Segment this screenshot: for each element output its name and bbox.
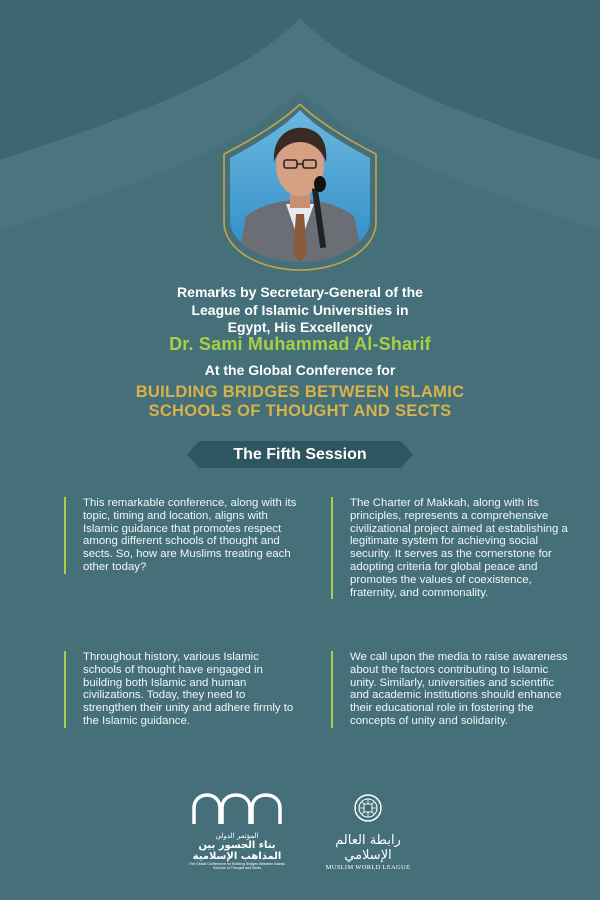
speaker-portrait [216,104,384,272]
conference-logo-arabic-1: المؤتمر الدولي [215,832,259,840]
quote-block-2: The Charter of Makkah, along with its principles, represents a comprehensive civilizational project aimed at establishing a legitimate system for achieving social security. It serves as the cornerstone for adopting criteria for global peace and promotes the values of coexistence, fraternity, and commonality. [331,497,570,599]
session-label: The Fifth Session [233,446,367,463]
conference-logo-english: The Global Conference for Building Bridges Between Islamic Schools of Thought and Sects [188,862,286,870]
conference-title-line-2: SCHOOLS OF THOUGHT AND SECTS [148,402,452,420]
conference-logo [188,792,286,870]
quote-block-3: Throughout history, various Islamic schools of thought have engaged in building both Islamic and human civilizations. Today, they need to strengthen their unity and adhere firmly to the Islamic guidance. [64,651,298,728]
intro-line-2: League of Islamic Universities in [191,301,409,318]
mwl-arabic-name: رابطة العالم الإسلامي [335,833,401,863]
speaker-name: Dr. Sami Muhammad Al-Sharif [169,334,431,354]
conference-title-line-1: BUILDING BRIDGES BETWEEN ISLAMIC [135,383,465,401]
quote-block-1: This remarkable conference, along with its topic, timing and location, aligns with Islamic guidance that promotes respect among different schools of thought and sects. So, how are Muslims treating each other today? [64,497,298,574]
at-line: At the Global Conference for [204,362,396,378]
intro-line-3: Egypt, His Excellency [227,319,373,335]
conference-title [0,383,600,421]
conference-logo-arabic-3: المذاهب الإسلامية [192,851,282,862]
intro-line-1: Remarks by Secretary-General of the [177,284,423,300]
conference-arches-logo [188,792,286,826]
quote-block-4: We call upon the media to raise awareness about the factors contributing to Islamic unity. Similarly, universities and scientific and academic institutions should enhance their educational role in fostering the concepts of unity and solidarity. [331,651,570,728]
mwl-english-name: MUSLIM WORLD LEAGUE [325,864,411,871]
mwl-logo [318,792,418,871]
conference-logo-arabic-2: بناء الجسور بين [198,840,276,851]
intro-text [0,284,600,337]
portrait-photo [216,104,384,272]
mwl-emblem-icon [318,792,418,824]
